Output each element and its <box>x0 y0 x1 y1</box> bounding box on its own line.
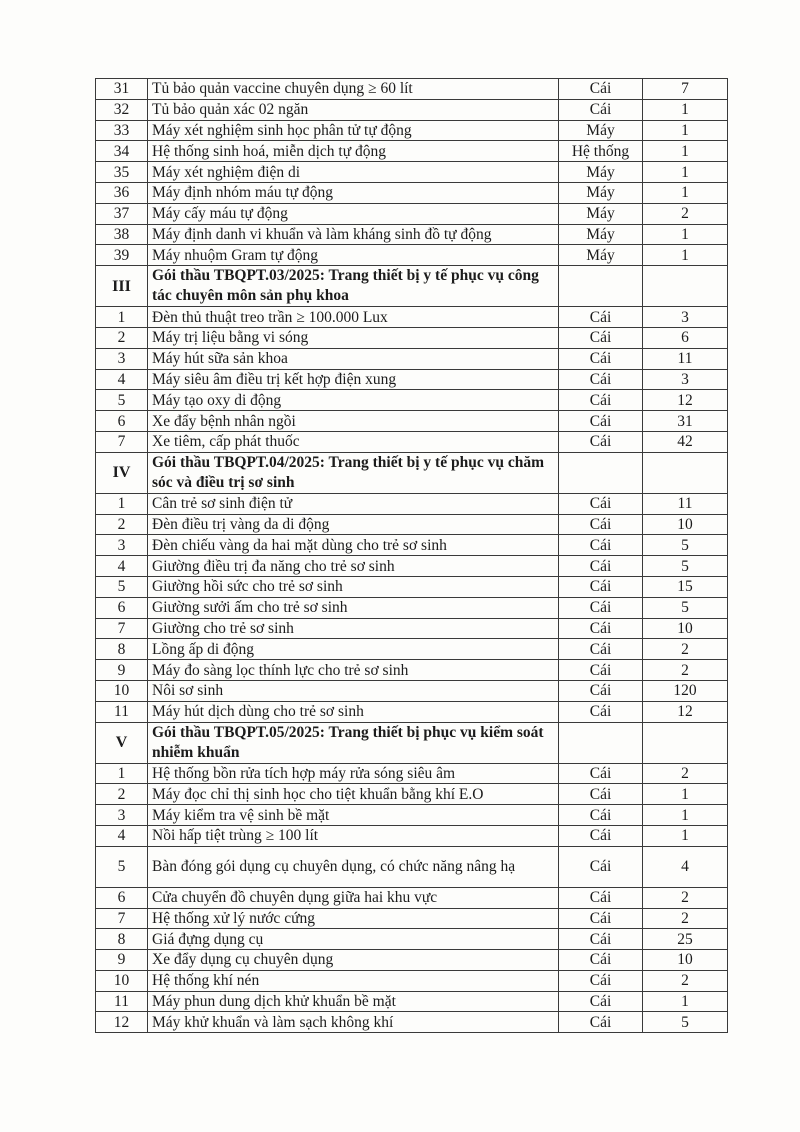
unit-cell: Cái <box>559 390 643 411</box>
item-name-cell: Giường hồi sức cho trẻ sơ sinh <box>148 576 559 597</box>
unit-cell: Cái <box>559 784 643 805</box>
quantity-cell: 42 <box>643 431 728 452</box>
row-number-cell: 10 <box>96 680 148 701</box>
table-row <box>96 846 728 887</box>
row-number-cell: 6 <box>96 411 148 432</box>
unit-cell: Cái <box>559 970 643 991</box>
row-number-cell: 8 <box>96 639 148 660</box>
item-name-cell: Máy cấy máu tự động <box>148 203 559 224</box>
unit-cell: Cái <box>559 369 643 390</box>
row-number-cell: 2 <box>96 327 148 348</box>
row-number-cell: 7 <box>96 618 148 639</box>
quantity-cell: 2 <box>643 763 728 784</box>
section-header-row <box>96 266 728 307</box>
item-name-cell: Xe đẩy bệnh nhân ngồi <box>148 411 559 432</box>
quantity-cell: 1 <box>643 99 728 120</box>
row-number-cell: 35 <box>96 162 148 183</box>
table-row <box>96 929 728 950</box>
table-row <box>96 660 728 681</box>
item-name-cell: Giường cho trẻ sơ sinh <box>148 618 559 639</box>
row-number-cell: 33 <box>96 120 148 141</box>
row-number-cell: 5 <box>96 576 148 597</box>
row-number-cell: 3 <box>96 805 148 826</box>
table-row <box>96 99 728 120</box>
quantity-cell: 1 <box>643 825 728 846</box>
table-row <box>96 203 728 224</box>
quantity-cell: 120 <box>643 680 728 701</box>
quantity-cell: 10 <box>643 514 728 535</box>
item-name-cell: Bàn đóng gói dụng cụ chuyên dụng, có chức năng nâng hạ <box>148 846 559 887</box>
quantity-cell: 2 <box>643 908 728 929</box>
row-number-cell: 6 <box>96 597 148 618</box>
row-number-cell: 2 <box>96 514 148 535</box>
unit-cell: Cái <box>559 514 643 535</box>
row-number-cell: 4 <box>96 369 148 390</box>
unit-cell: Cái <box>559 618 643 639</box>
quantity-cell: 10 <box>643 950 728 971</box>
unit-cell: Cái <box>559 929 643 950</box>
item-name-cell: Máy siêu âm điều trị kết hợp điện xung <box>148 369 559 390</box>
unit-cell: Cái <box>559 887 643 908</box>
unit-cell: Cái <box>559 680 643 701</box>
quantity-cell <box>643 722 728 763</box>
table-row <box>96 1012 728 1033</box>
unit-cell: Cái <box>559 660 643 681</box>
item-name-cell: Lồng ấp di động <box>148 639 559 660</box>
unit-cell: Cái <box>559 79 643 100</box>
item-name-cell: Máy tạo oxy di động <box>148 390 559 411</box>
table-row <box>96 970 728 991</box>
table-row <box>96 348 728 369</box>
quantity-cell: 1 <box>643 805 728 826</box>
unit-cell: Cái <box>559 348 643 369</box>
table-row <box>96 514 728 535</box>
item-name-cell: Máy xét nghiệm điện di <box>148 162 559 183</box>
item-name-cell: Máy trị liệu bằng vi sóng <box>148 327 559 348</box>
unit-cell: Cái <box>559 950 643 971</box>
table-row <box>96 182 728 203</box>
table-row <box>96 120 728 141</box>
item-name-cell: Giá đựng dụng cụ <box>148 929 559 950</box>
quantity-cell: 2 <box>643 660 728 681</box>
unit-cell <box>559 266 643 307</box>
item-name-cell: Tủ bảo quản xác 02 ngăn <box>148 99 559 120</box>
quantity-cell: 15 <box>643 576 728 597</box>
unit-cell: Cái <box>559 327 643 348</box>
unit-cell: Cái <box>559 991 643 1012</box>
item-name-cell: Máy xét nghiệm sinh học phân tử tự động <box>148 120 559 141</box>
row-number-cell: 36 <box>96 182 148 203</box>
table-row <box>96 556 728 577</box>
row-number-cell: 8 <box>96 929 148 950</box>
row-number-cell: 5 <box>96 846 148 887</box>
table-row <box>96 784 728 805</box>
item-name-cell: Giường điều trị đa năng cho trẻ sơ sinh <box>148 556 559 577</box>
row-number-cell: 1 <box>96 307 148 328</box>
table-row <box>96 618 728 639</box>
quantity-cell: 2 <box>643 639 728 660</box>
item-name-cell: Máy nhuộm Gram tự động <box>148 245 559 266</box>
table-row <box>96 825 728 846</box>
table-row <box>96 535 728 556</box>
quantity-cell: 1 <box>643 224 728 245</box>
quantity-cell: 31 <box>643 411 728 432</box>
row-number-cell: 11 <box>96 991 148 1012</box>
unit-cell: Cái <box>559 908 643 929</box>
row-number-cell: 9 <box>96 660 148 681</box>
item-name-cell: Máy phun dung dịch khử khuẩn bề mặt <box>148 991 559 1012</box>
quantity-cell: 5 <box>643 1012 728 1033</box>
item-name-cell: Nồi hấp tiệt trùng ≥ 100 lít <box>148 825 559 846</box>
quantity-cell: 2 <box>643 887 728 908</box>
row-number-cell: 10 <box>96 970 148 991</box>
item-name-cell: Xe đẩy dụng cụ chuyên dụng <box>148 950 559 971</box>
unit-cell: Máy <box>559 203 643 224</box>
item-name-cell: Cân trẻ sơ sinh điện tử <box>148 493 559 514</box>
row-number-cell: 34 <box>96 141 148 162</box>
table-row <box>96 887 728 908</box>
item-name-cell: Máy khử khuẩn và làm sạch không khí <box>148 1012 559 1033</box>
unit-cell: Cái <box>559 99 643 120</box>
item-name-cell: Nôi sơ sinh <box>148 680 559 701</box>
row-number-cell: V <box>96 722 148 763</box>
row-number-cell: 1 <box>96 493 148 514</box>
unit-cell: Cái <box>559 825 643 846</box>
section-header-row <box>96 722 728 763</box>
table-row <box>96 991 728 1012</box>
section-title-cell: Gói thầu TBQPT.04/2025: Trang thiết bị y tế phục vụ chăm sóc và điều trị sơ sinh <box>148 452 559 493</box>
unit-cell: Cái <box>559 576 643 597</box>
quantity-cell: 5 <box>643 597 728 618</box>
quantity-cell: 1 <box>643 784 728 805</box>
unit-cell <box>559 452 643 493</box>
row-number-cell: 7 <box>96 908 148 929</box>
item-name-cell: Đèn chiếu vàng da hai mặt dùng cho trẻ sơ sinh <box>148 535 559 556</box>
section-title-cell: Gói thầu TBQPT.05/2025: Trang thiết bị phục vụ kiểm soát nhiễm khuẩn <box>148 722 559 763</box>
unit-cell: Cái <box>559 307 643 328</box>
item-name-cell: Máy định danh vi khuẩn và làm kháng sinh đồ tự động <box>148 224 559 245</box>
unit-cell: Cái <box>559 805 643 826</box>
item-name-cell: Máy đo sàng lọc thính lực cho trẻ sơ sinh <box>148 660 559 681</box>
table-row <box>96 245 728 266</box>
unit-cell: Máy <box>559 182 643 203</box>
table-row <box>96 411 728 432</box>
unit-cell: Máy <box>559 245 643 266</box>
quantity-cell: 3 <box>643 369 728 390</box>
table-row <box>96 680 728 701</box>
table-row <box>96 576 728 597</box>
table-row <box>96 763 728 784</box>
item-name-cell: Cửa chuyển đồ chuyên dụng giữa hai khu vực <box>148 887 559 908</box>
table-row <box>96 639 728 660</box>
table-row <box>96 224 728 245</box>
table-row <box>96 701 728 722</box>
row-number-cell: 38 <box>96 224 148 245</box>
table-row <box>96 805 728 826</box>
quantity-cell: 12 <box>643 701 728 722</box>
quantity-cell <box>643 266 728 307</box>
quantity-cell: 11 <box>643 493 728 514</box>
table-row <box>96 908 728 929</box>
quantity-cell: 1 <box>643 141 728 162</box>
quantity-cell: 11 <box>643 348 728 369</box>
section-header-row <box>96 452 728 493</box>
unit-cell: Hệ thống <box>559 141 643 162</box>
unit-cell <box>559 722 643 763</box>
unit-cell: Máy <box>559 120 643 141</box>
unit-cell: Cái <box>559 763 643 784</box>
quantity-cell: 25 <box>643 929 728 950</box>
row-number-cell: 4 <box>96 556 148 577</box>
quantity-cell: 12 <box>643 390 728 411</box>
item-name-cell: Máy hút dịch dùng cho trẻ sơ sinh <box>148 701 559 722</box>
unit-cell: Máy <box>559 224 643 245</box>
item-name-cell: Hệ thống sinh hoá, miễn dịch tự động <box>148 141 559 162</box>
item-name-cell: Giường sưởi ấm cho trẻ sơ sinh <box>148 597 559 618</box>
quantity-cell: 1 <box>643 162 728 183</box>
unit-cell: Cái <box>559 431 643 452</box>
quantity-cell: 4 <box>643 846 728 887</box>
table-row <box>96 327 728 348</box>
table-row <box>96 369 728 390</box>
row-number-cell: 39 <box>96 245 148 266</box>
unit-cell: Cái <box>559 701 643 722</box>
row-number-cell: 9 <box>96 950 148 971</box>
item-name-cell: Hệ thống khí nén <box>148 970 559 991</box>
unit-cell: Cái <box>559 639 643 660</box>
unit-cell: Cái <box>559 535 643 556</box>
row-number-cell: 5 <box>96 390 148 411</box>
row-number-cell: 12 <box>96 1012 148 1033</box>
unit-cell: Cái <box>559 411 643 432</box>
table-row <box>96 950 728 971</box>
row-number-cell: 3 <box>96 535 148 556</box>
unit-cell: Máy <box>559 162 643 183</box>
row-number-cell: IV <box>96 452 148 493</box>
item-name-cell: Xe tiêm, cấp phát thuốc <box>148 431 559 452</box>
item-name-cell: Hệ thống bồn rửa tích hợp máy rửa sóng siêu âm <box>148 763 559 784</box>
table-row <box>96 79 728 100</box>
quantity-cell: 2 <box>643 970 728 991</box>
quantity-cell: 1 <box>643 120 728 141</box>
quantity-cell: 1 <box>643 245 728 266</box>
table-row <box>96 597 728 618</box>
item-name-cell: Đèn thủ thuật treo trần ≥ 100.000 Lux <box>148 307 559 328</box>
row-number-cell: 31 <box>96 79 148 100</box>
quantity-cell: 5 <box>643 535 728 556</box>
quantity-cell: 3 <box>643 307 728 328</box>
quantity-cell: 5 <box>643 556 728 577</box>
table-row <box>96 162 728 183</box>
unit-cell: Cái <box>559 493 643 514</box>
table-row <box>96 431 728 452</box>
quantity-cell: 10 <box>643 618 728 639</box>
table-row <box>96 307 728 328</box>
equipment-table-body <box>96 79 728 1033</box>
row-number-cell: 37 <box>96 203 148 224</box>
row-number-cell: 7 <box>96 431 148 452</box>
quantity-cell: 2 <box>643 203 728 224</box>
quantity-cell: 6 <box>643 327 728 348</box>
row-number-cell: 1 <box>96 763 148 784</box>
item-name-cell: Đèn điều trị vàng da di động <box>148 514 559 535</box>
unit-cell: Cái <box>559 1012 643 1033</box>
section-title-cell: Gói thầu TBQPT.03/2025: Trang thiết bị y tế phục vụ công tác chuyên môn sản phụ khoa <box>148 266 559 307</box>
quantity-cell: 7 <box>643 79 728 100</box>
item-name-cell: Máy định nhóm máu tự động <box>148 182 559 203</box>
item-name-cell: Máy hút sữa sản khoa <box>148 348 559 369</box>
row-number-cell: 6 <box>96 887 148 908</box>
row-number-cell: 11 <box>96 701 148 722</box>
row-number-cell: III <box>96 266 148 307</box>
quantity-cell: 1 <box>643 182 728 203</box>
item-name-cell: Máy kiểm tra vệ sinh bề mặt <box>148 805 559 826</box>
item-name-cell: Hệ thống xử lý nước cứng <box>148 908 559 929</box>
equipment-table <box>95 78 728 1033</box>
table-row <box>96 390 728 411</box>
row-number-cell: 3 <box>96 348 148 369</box>
unit-cell: Cái <box>559 846 643 887</box>
row-number-cell: 32 <box>96 99 148 120</box>
unit-cell: Cái <box>559 597 643 618</box>
quantity-cell: 1 <box>643 991 728 1012</box>
unit-cell: Cái <box>559 556 643 577</box>
row-number-cell: 2 <box>96 784 148 805</box>
item-name-cell: Tủ bảo quản vaccine chuyên dụng ≥ 60 lít <box>148 79 559 100</box>
item-name-cell: Máy đọc chỉ thị sinh học cho tiệt khuẩn bằng khí E.O <box>148 784 559 805</box>
quantity-cell <box>643 452 728 493</box>
table-row <box>96 493 728 514</box>
table-row <box>96 141 728 162</box>
row-number-cell: 4 <box>96 825 148 846</box>
